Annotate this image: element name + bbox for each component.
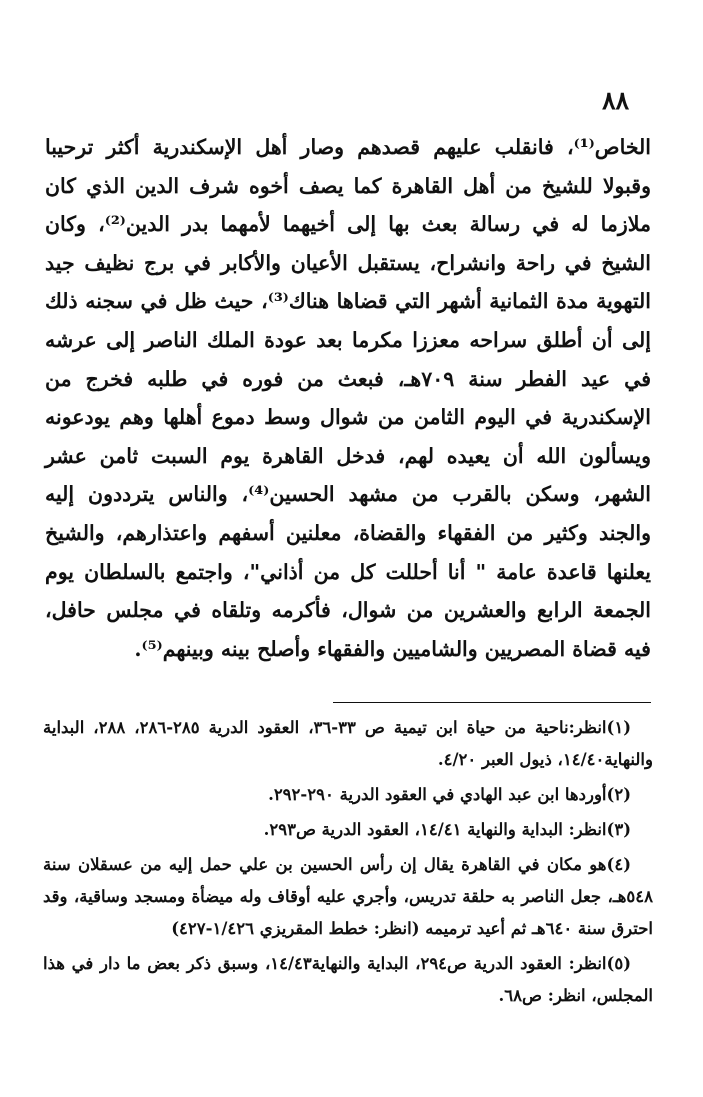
body-text-block	[45, 128, 651, 668]
footnotes-block	[43, 712, 653, 1015]
footnote-5: (٥)انظر: العقود الدرية ص٢٩٤، البداية والنهاية١٤/٤٣، وسبق ذكر بعض ما دار في هذا المجلس، انظر: ص٦٨.	[43, 954, 653, 1005]
footnote-divider	[333, 702, 651, 703]
footnote-4: (٤)هو مكان في القاهرة يقال إن رأس الحسين بن علي حمل إليه من عسقلان سنة ٥٤٨هـ، جعل الناصر به حلقة تدريس، وأجري عليه أوقاف وله ميضأة ومسجد وساقية، وقد احترق سنة ٦٤٠هـ ثم أعيد ترميمه (انظر: خطط المقريزي ١/٤٢٦-٤٢٧)	[43, 855, 653, 938]
footnote-3: (٣)انظر: البداية والنهاية ١٤/٤١، العقود الدرية ص٢٩٣.	[263, 820, 631, 839]
body-paragraph: الخاص⁽¹⁾، فانقلب عليهم قصدهم وصار أهل الإسكندرية أكثر ترحيبا وقبولا للشيخ من أهل القاهرة كما يصف أخوه شرف الدين الذي كان ملازما له في رسالة بعث بها إلى أخيهما لأمهما بدر الدين⁽²⁾، وكان الشيخ في راحة وانشراح، يستقبل الأعيان والأكابر في برج نظيف جيد التهوية مدة الثمانية أشهر التي قضاها هناك⁽³⁾، حيث ظل في سجنه ذلك إلى أن أطلق سراحه معززا مكرما بعد عودة الملك الناصر إلى عرشه في عيد الفطر سنة ٧٠٩هـ، فبعث من فوره في طلبه فخرج من الإسكندرية في اليوم الثامن من شوال وسط دموع أهلها وهم يودعونه ويسألون الله أن يعيده لهم، فدخل القاهرة يوم السبت ثامن عشر الشهر، وسكن بالقرب من مشهد الحسين⁽⁴⁾، والناس يترددون إليه والجند وكثير من الفقهاء والقضاة، معلنين أسفهم واعتذارهم، والشيخ يعلنها قاعدة عامة " أنا أحللت كل من أذاني"، واجتمع بالسلطان يوم الجمعة الرابع والعشرين من شوال، فأكرمه وتلقاه في مجلس حافل، فيه قضاة المصريين والشاميين والفقهاء وأصلح بينه وبينهم⁽⁵⁾.	[45, 135, 652, 661]
page-number: ٨٨	[602, 86, 629, 115]
footnote-1: (١)انظر:ناحية من حياة ابن تيمية ص ٣٣-٣٦، العقود الدرية ٢٨٥-٢٨٦، ٢٨٨، البداية والنهاية١٤/٤٠، ذيول العبر ٤/٢٠.	[43, 718, 653, 769]
footnote-2: (٢)أوردها ابن عبد الهادي في العقود الدرية ٢٩٠-٢٩٢.	[268, 785, 631, 804]
